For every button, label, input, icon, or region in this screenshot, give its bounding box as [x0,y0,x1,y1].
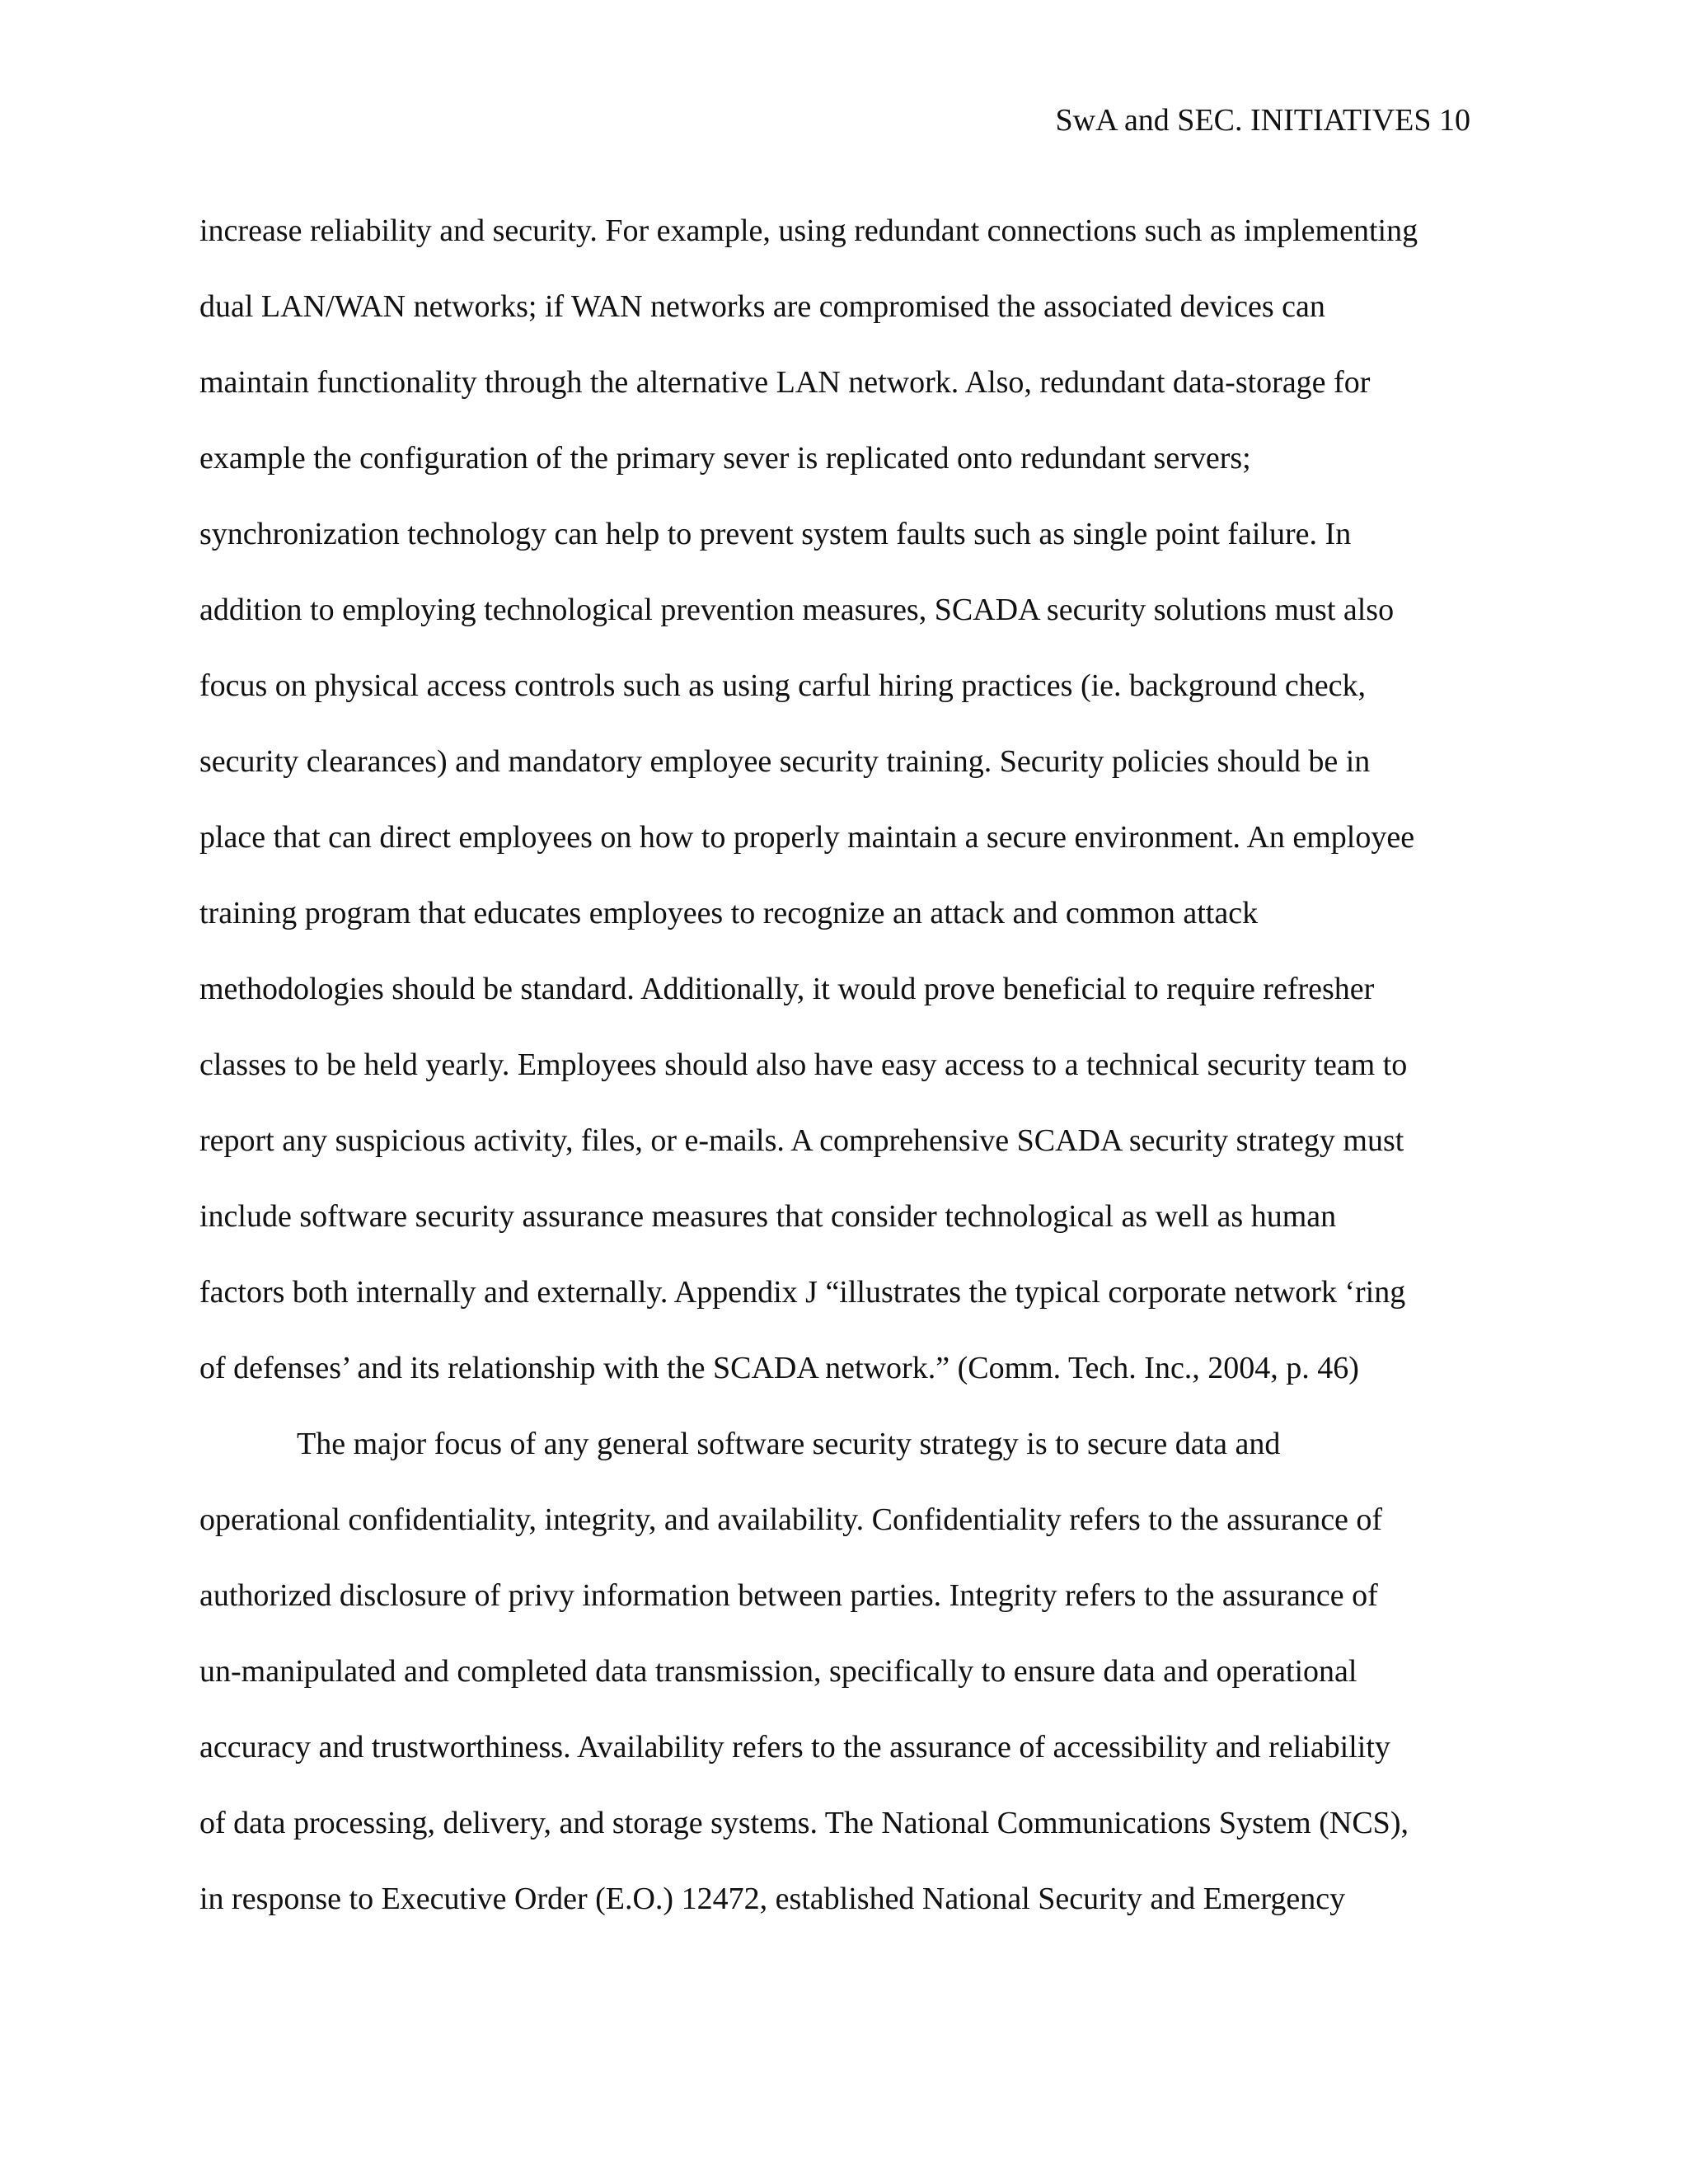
paragraph-line: place that can direct employees on how to properly maintain a secure environment. An employee [199,820,1415,855]
paragraph-line: un-manipulated and completed data transmission, specifically to ensure data and operational [199,1654,1357,1689]
running-head: SwA and SEC. INITIATIVES 10 [1055,103,1470,138]
paragraph-line: factors both internally and externally. Appendix J “illustrates the typical corporate network ‘ring [199,1275,1406,1310]
paragraph-first-line: The major focus of any general software security strategy is to secure data and [297,1427,1281,1461]
paragraph-line: include software security assurance measures that consider technological as well as human [199,1199,1337,1234]
paragraph-line: security clearances) and mandatory employee security training. Security policies should be in [199,744,1371,779]
paragraph-line: of data processing, delivery, and storage systems. The National Communications System (NCS), [199,1806,1409,1840]
paragraph-line: addition to employing technological prevention measures, SCADA security solutions must also [199,593,1395,627]
paragraph-line: report any suspicious activity, files, or e-mails. A comprehensive SCADA security strategy must [199,1123,1404,1158]
paragraph-line: in response to Executive Order (E.O.) 12472, established National Security and Emergency [199,1882,1346,1916]
paragraph-line: increase reliability and security. For example, using redundant connections such as implementing [199,213,1418,248]
paragraph-line: synchronization technology can help to prevent system faults such as single point failure. In [199,517,1352,551]
body-text [199,193,1518,1937]
paragraph-line: authorized disclosure of privy information between parties. Integrity refers to the assurance of [199,1578,1378,1613]
paragraph-line: accuracy and trustworthiness. Availability refers to the assurance of accessibility and reliability [199,1730,1390,1765]
paragraph-line: focus on physical access controls such as using carful hiring practices (ie. background check, [199,668,1367,703]
paragraph-line: operational confidentiality, integrity, and availability. Confidentiality refers to the assurance of [199,1502,1383,1537]
paragraph-line: classes to be held yearly. Employees should also have easy access to a technical security team to [199,1047,1408,1082]
paragraph-line: dual LAN/WAN networks; if WAN networks are compromised the associated devices can [199,289,1325,324]
paragraph-line: of defenses’ and its relationship with the SCADA network.” (Comm. Tech. Inc., 2004, p. 46) [199,1351,1359,1385]
paragraph-line: example the configuration of the primary sever is replicated onto redundant servers; [199,441,1251,476]
paragraph-line: methodologies should be standard. Additionally, it would prove beneficial to require refresher [199,972,1375,1006]
paragraph-line: maintain functionality through the alternative LAN network. Also, redundant data-storage for [199,365,1371,400]
paragraph-line: training program that educates employees to recognize an attack and common attack [199,896,1259,930]
